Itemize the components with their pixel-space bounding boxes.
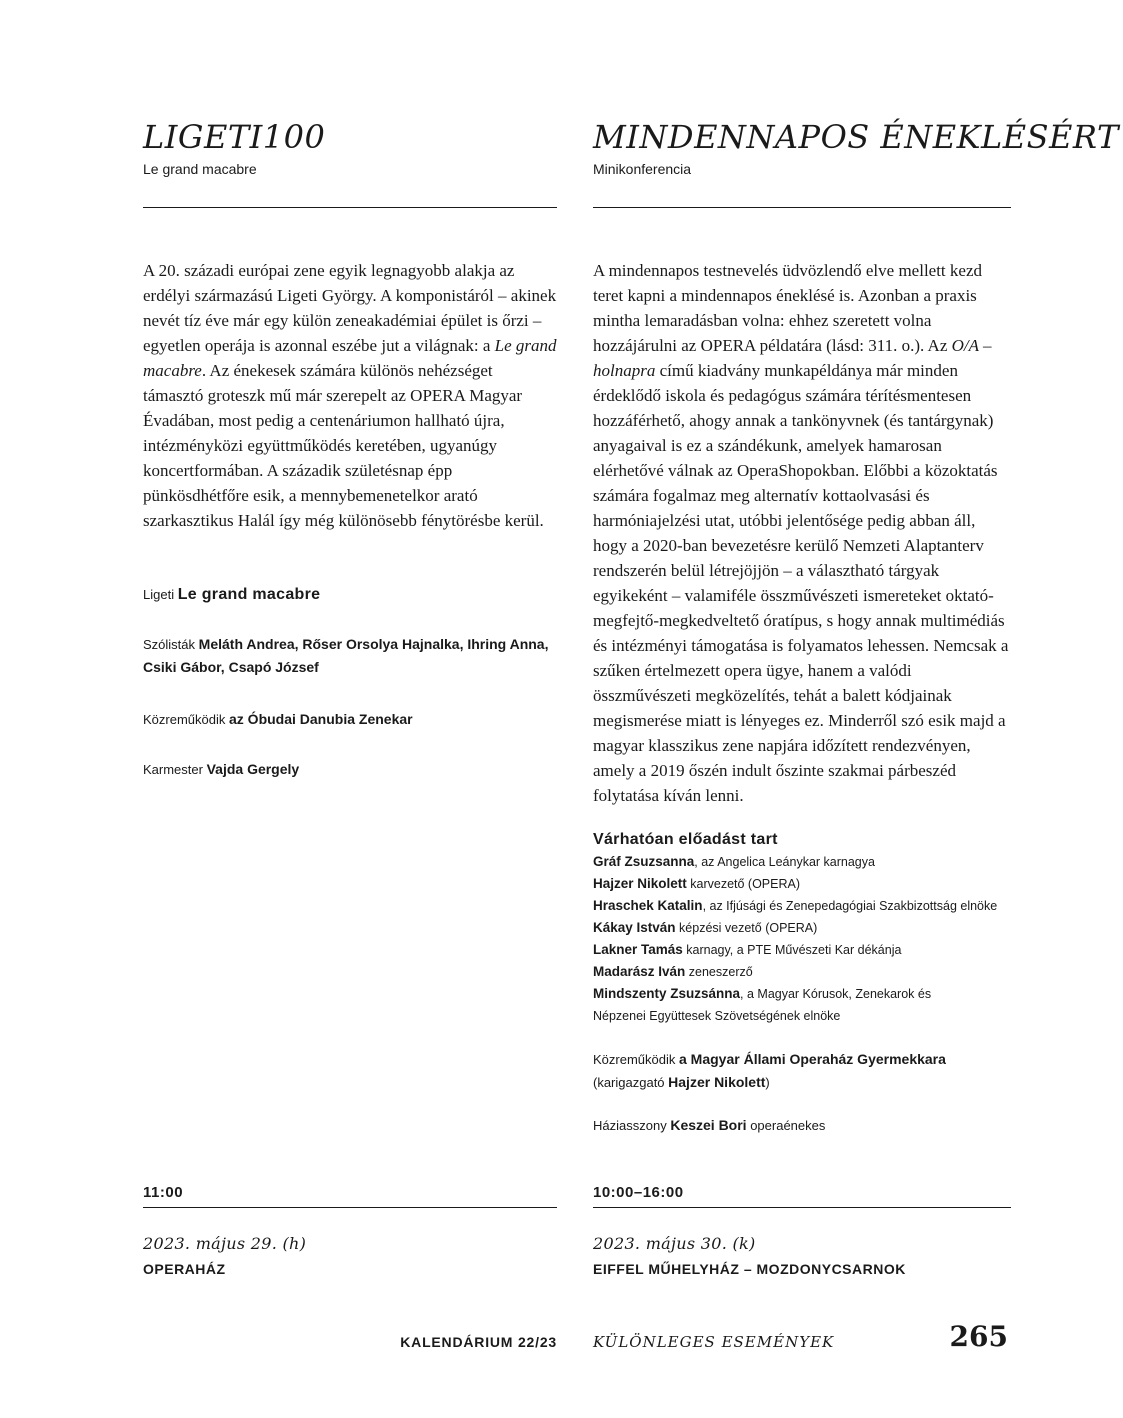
- collaborator-name: a Magyar Állami Operaház Gyermekkara: [679, 1051, 946, 1067]
- left-column: [143, 0, 557, 1418]
- divider: [593, 207, 1011, 208]
- speaker-item: Hajzer Nikolett karvezető (OPERA): [593, 876, 801, 891]
- speakers-heading: Várhatóan előadást tart: [593, 831, 778, 848]
- speaker-item: Gráf Zsuzsanna, az Angelica Leánykar karnagya: [593, 854, 875, 869]
- speaker-item: Lakner Tamás karnagy, a PTE Művészeti Kar dékánja: [593, 942, 902, 957]
- right-column: [593, 0, 1119, 1418]
- host-role: operaénekes: [746, 1118, 826, 1133]
- description-text: . Az énekesek számára különös nehézséget támasztó groteszk mű már szerepelt az OPERA Magyar Évadában, most pedig a centenáriumon hallható újra, intézményközi együttműködés keretében, ugyanúgy koncertformában. A századik születésnap épp pünkösdhétfőre esik, a mennybemenetelkor arató szarkasztikus Halál így még különösebb fénytörésbe kerül.: [143, 361, 544, 530]
- speaker-item-continuation: Népzenei Együttesek Szövetségének elnöke: [593, 1009, 841, 1023]
- event-subtitle: Le grand macabre: [143, 161, 257, 177]
- host-label: Háziasszony: [593, 1118, 667, 1133]
- description-text: című kiadvány munkapéldánya már minden érdeklődő iskola és pedagógus számára térítésmentesen hozzáférhető, ahogy annak a tankönyvnek (és tantárgynak) anyagaival is ez a szándékunk, amelyek hamarosan elérhetővé válnak az OperaShopokban. Előbbi a közoktatás számára fogalmaz meg alternatív kottaolvasási és harmóniajelzési utat, utóbbi jelentősége pedig abban áll, hogy a 2020-ban bevezetésre kerülő Nemzeti Alaptanterv rendszerén belül létrejöjjön – a választható tárgyak egyikeként – valamiféle összművészeti ismereteket oktató-megfejtő-megkedveltető óratípus, s hogy annak multimédiás és intézményi támogatása is folyamatos lehessen. Nemcsak a szűken értelmezett opera ügye, hanem a valódi összművészeti megközelítés, tehát a balett kódjainak megismerése miatt is lényeges ez. Minderről szó esik majd a magyar klasszikus zene napjára időzített rendezvényen, amely a 2019 őszén indult őszinte szakmai párbeszéd folytatása kíván lenni.: [593, 361, 1009, 805]
- collaborator-credit: [143, 708, 557, 731]
- collaborator-label: Közreműködik: [143, 712, 226, 727]
- conductor-label: Karmester: [143, 762, 203, 777]
- collaborator-name: az Óbudai Danubia Zenekar: [229, 711, 413, 727]
- composer-label: Ligeti: [143, 587, 175, 602]
- conductor-name: Vajda Gergely: [206, 761, 300, 777]
- soloists-credit: [143, 633, 557, 679]
- divider: [143, 1207, 557, 1208]
- speaker-item: Madarász Iván zeneszerző: [593, 964, 753, 979]
- divider: [143, 207, 557, 208]
- speaker-item: Hraschek Katalin, az Ifjúsági és Zenepedagógiai Szakbizottság elnöke: [593, 898, 998, 913]
- event-date: 2023. május 29. (h): [143, 1234, 307, 1253]
- event-venue: EIFFEL MŰHELYHÁZ – MOZDONYCSARNOK: [593, 1261, 906, 1277]
- soloists-names: Meláth Andrea, Rőser Orsolya Hajnalka, Ihring Anna, Csiki Gábor, Csapó József: [143, 636, 549, 675]
- event-description: [593, 258, 1011, 808]
- collaborator-credit: Közreműködik a Magyar Állami Operaház Gyermekkara (karigazgató Hajzer Nikolett): [593, 1051, 946, 1090]
- divider: [593, 1207, 1011, 1208]
- event-venue: OPERAHÁZ: [143, 1261, 226, 1277]
- description-italic: Le grand macabre: [143, 336, 557, 380]
- speaker-item: Kákay István képzési vezető (OPERA): [593, 920, 818, 935]
- footer-section: KÜLÖNLEGES ESEMÉNYEK: [593, 1333, 835, 1351]
- collaborator-label: Közreműködik: [593, 1052, 676, 1067]
- event-title: MINDENNAPOS ÉNEKLÉSÉRT: [593, 118, 1119, 156]
- description-text: A mindennapos testnevelés üdvözlendő elve mellett kezd teret kapni a mindennapos éneklésé is. Azonban a praxis mintha lemaradásban volna: ehhez szeretett volna hozzájárulni az OPERA példatára (lásd: 311. o.). Az: [593, 261, 982, 355]
- description-italic: O/A – holnapra: [593, 336, 992, 380]
- description-text: A 20. századi európai zene egyik legnagyobb alakja az erdélyi származású Ligeti György. A komponistáról – akinek nevét tíz éve már egy külön zeneakadémiai épület is őrzi – egyetlen operája is azonnal eszébe jut a világnak: a: [143, 261, 557, 355]
- host-credit: [593, 1114, 1011, 1137]
- event-time: 10:00–16:00: [593, 1184, 684, 1201]
- host-name: Keszei Bori: [670, 1117, 747, 1133]
- footer-publication: KALENDÁRIUM 22/23: [400, 1334, 557, 1350]
- work-credit: [143, 582, 557, 608]
- event-title: LIGETI100: [143, 118, 326, 156]
- event-subtitle: Minikonferencia: [593, 161, 692, 177]
- speaker-item: Mindszenty Zsuzsánna, a Magyar Kórusok, Zenekarok és: [593, 986, 932, 1001]
- event-description: [143, 258, 557, 533]
- page-number: 265: [949, 1320, 1008, 1353]
- speakers-list: [593, 829, 1011, 1027]
- soloists-label: Szólisták: [143, 637, 196, 652]
- conductor-credit: [143, 758, 557, 781]
- work-title: Le grand macabre: [177, 586, 321, 603]
- event-time: 11:00: [143, 1184, 184, 1201]
- director-name: Hajzer Nikolett: [668, 1074, 766, 1090]
- event-date: 2023. május 30. (k): [593, 1234, 756, 1253]
